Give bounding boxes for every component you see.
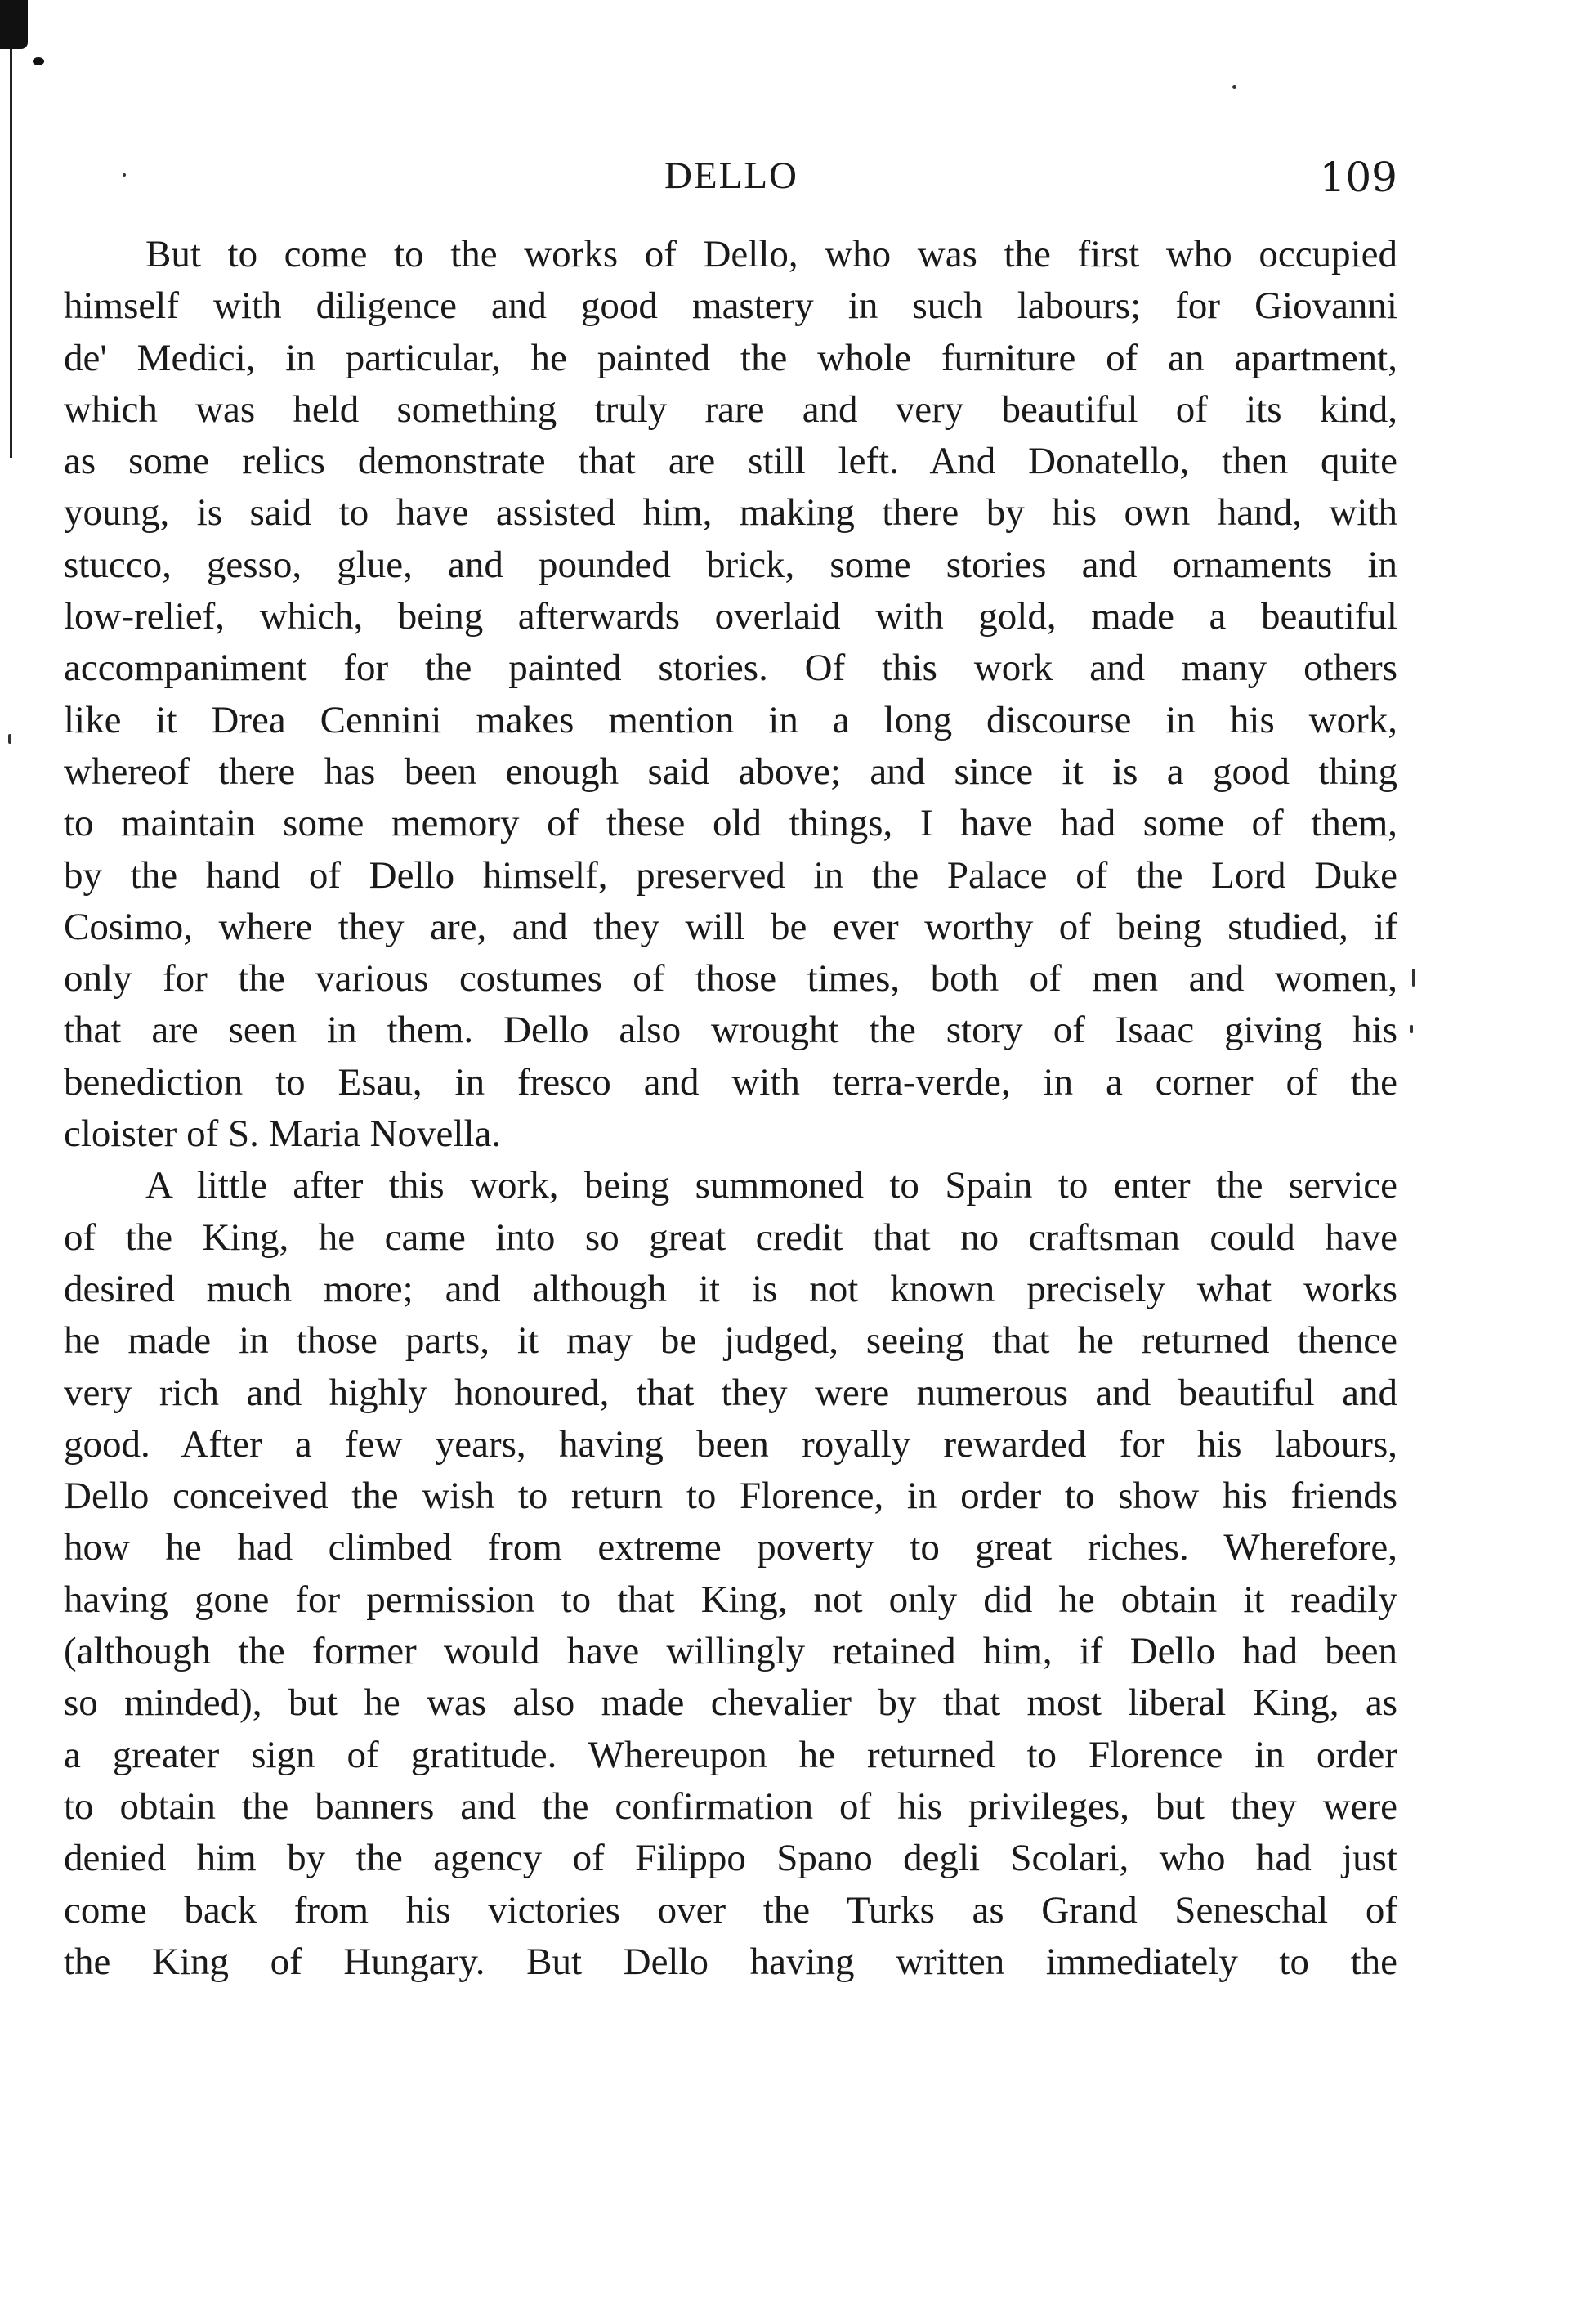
text-line: how he had climbed from extreme poverty to great riches. Wherefore, <box>64 1526 1397 1569</box>
text-line: by the hand of Dello himself, preserved in the Palace of the Lord Duke <box>64 853 1397 897</box>
text-line: to maintain some memory of these old things, I have had some of them, <box>64 802 1397 845</box>
text-line: A little after this work, being summoned to Spain to enter the service <box>145 1164 1397 1207</box>
text-line: very rich and highly honoured, that they were numerous and beautiful and <box>64 1371 1397 1414</box>
text-line: stucco, gesso, glue, and pounded brick, some stories and ornaments in <box>64 543 1397 586</box>
running-title: DELLO <box>664 154 798 197</box>
text-line: desired much more; and although it is not known precisely what works <box>64 1267 1397 1310</box>
text-line: cloister of S. Maria Novella. <box>64 1112 502 1156</box>
text-line: of the King, he came into so great credit that no craftsman could have <box>64 1215 1397 1259</box>
text-line: (although the former would have willingly retained him, if Dello had been <box>64 1630 1397 1673</box>
text-line: young, is said to have assisted him, making there by his own hand, with <box>64 491 1397 535</box>
running-head <box>65 154 1397 203</box>
scan-speck <box>1410 1025 1413 1033</box>
scan-speck <box>8 734 11 744</box>
text-line: a greater sign of gratitude. Whereupon he returned to Florence in order <box>64 1733 1397 1776</box>
text-line: that are seen in them. Dello also wrought the story of Isaac giving his <box>64 1009 1397 1052</box>
text-line: come back from his victories over the Turks as Grand Seneschal of <box>64 1888 1397 1932</box>
scan-speck <box>1412 969 1415 987</box>
text-line: he made in those parts, it may be judged, seeing that he returned thence <box>64 1319 1397 1363</box>
text-line: accompaniment for the painted stories. Of this work and many others <box>64 647 1397 690</box>
scan-artifact-blot <box>0 0 28 49</box>
body-text <box>64 229 1397 1988</box>
text-line: benediction to Esau, in fresco and with terra-verde, in a corner of the <box>64 1060 1397 1103</box>
page-number: 109 <box>1319 154 1397 201</box>
text-line: so minded), but he was also made chevalier by that most liberal King, as <box>64 1681 1397 1725</box>
text-line: having gone for permission to that King, not only did he obtain it readily <box>64 1578 1397 1621</box>
scan-artifact-edge-line <box>10 49 12 458</box>
text-line: which was held something truly rare and very beautiful of its kind, <box>64 387 1397 431</box>
text-line: the King of Hungary. But Dello having written immediately to the <box>64 1940 1397 1983</box>
text-line: to obtain the banners and the confirmation of his privileges, but they were <box>64 1784 1397 1828</box>
paragraph <box>64 1160 1397 1988</box>
paragraph <box>64 229 1397 1160</box>
text-line: only for the various costumes of those times, both of men and women, <box>64 957 1397 1001</box>
text-line: de' Medici, in particular, he painted the whole furniture of an apartment, <box>64 336 1397 379</box>
text-line: Dello conceived the wish to return to Florence, in order to show his friends <box>64 1475 1397 1518</box>
text-line: whereof there has been enough said above; and since it is a good thing <box>64 750 1397 793</box>
text-line: Cosimo, where they are, and they will be ever worthy of being studied, if <box>64 905 1397 948</box>
text-line: denied him by the agency of Filippo Spano degli Scolari, who had just <box>64 1837 1397 1880</box>
text-line: good. After a few years, having been royally rewarded for his labours, <box>64 1422 1397 1466</box>
text-line: himself with diligence and good mastery in such labours; for Giovanni <box>64 284 1397 328</box>
text-line: But to come to the works of Dello, who was the first who occupied <box>145 233 1397 275</box>
text-line: low-relief, which, being afterwards overlaid with gold, made a beautiful <box>64 595 1397 638</box>
text-line: like it Drea Cennini makes mention in a long discourse in his work, <box>64 698 1397 741</box>
text-line: as some relics demonstrate that are still left. And Donatello, then quite <box>64 440 1397 483</box>
scan-speck <box>1232 85 1236 89</box>
